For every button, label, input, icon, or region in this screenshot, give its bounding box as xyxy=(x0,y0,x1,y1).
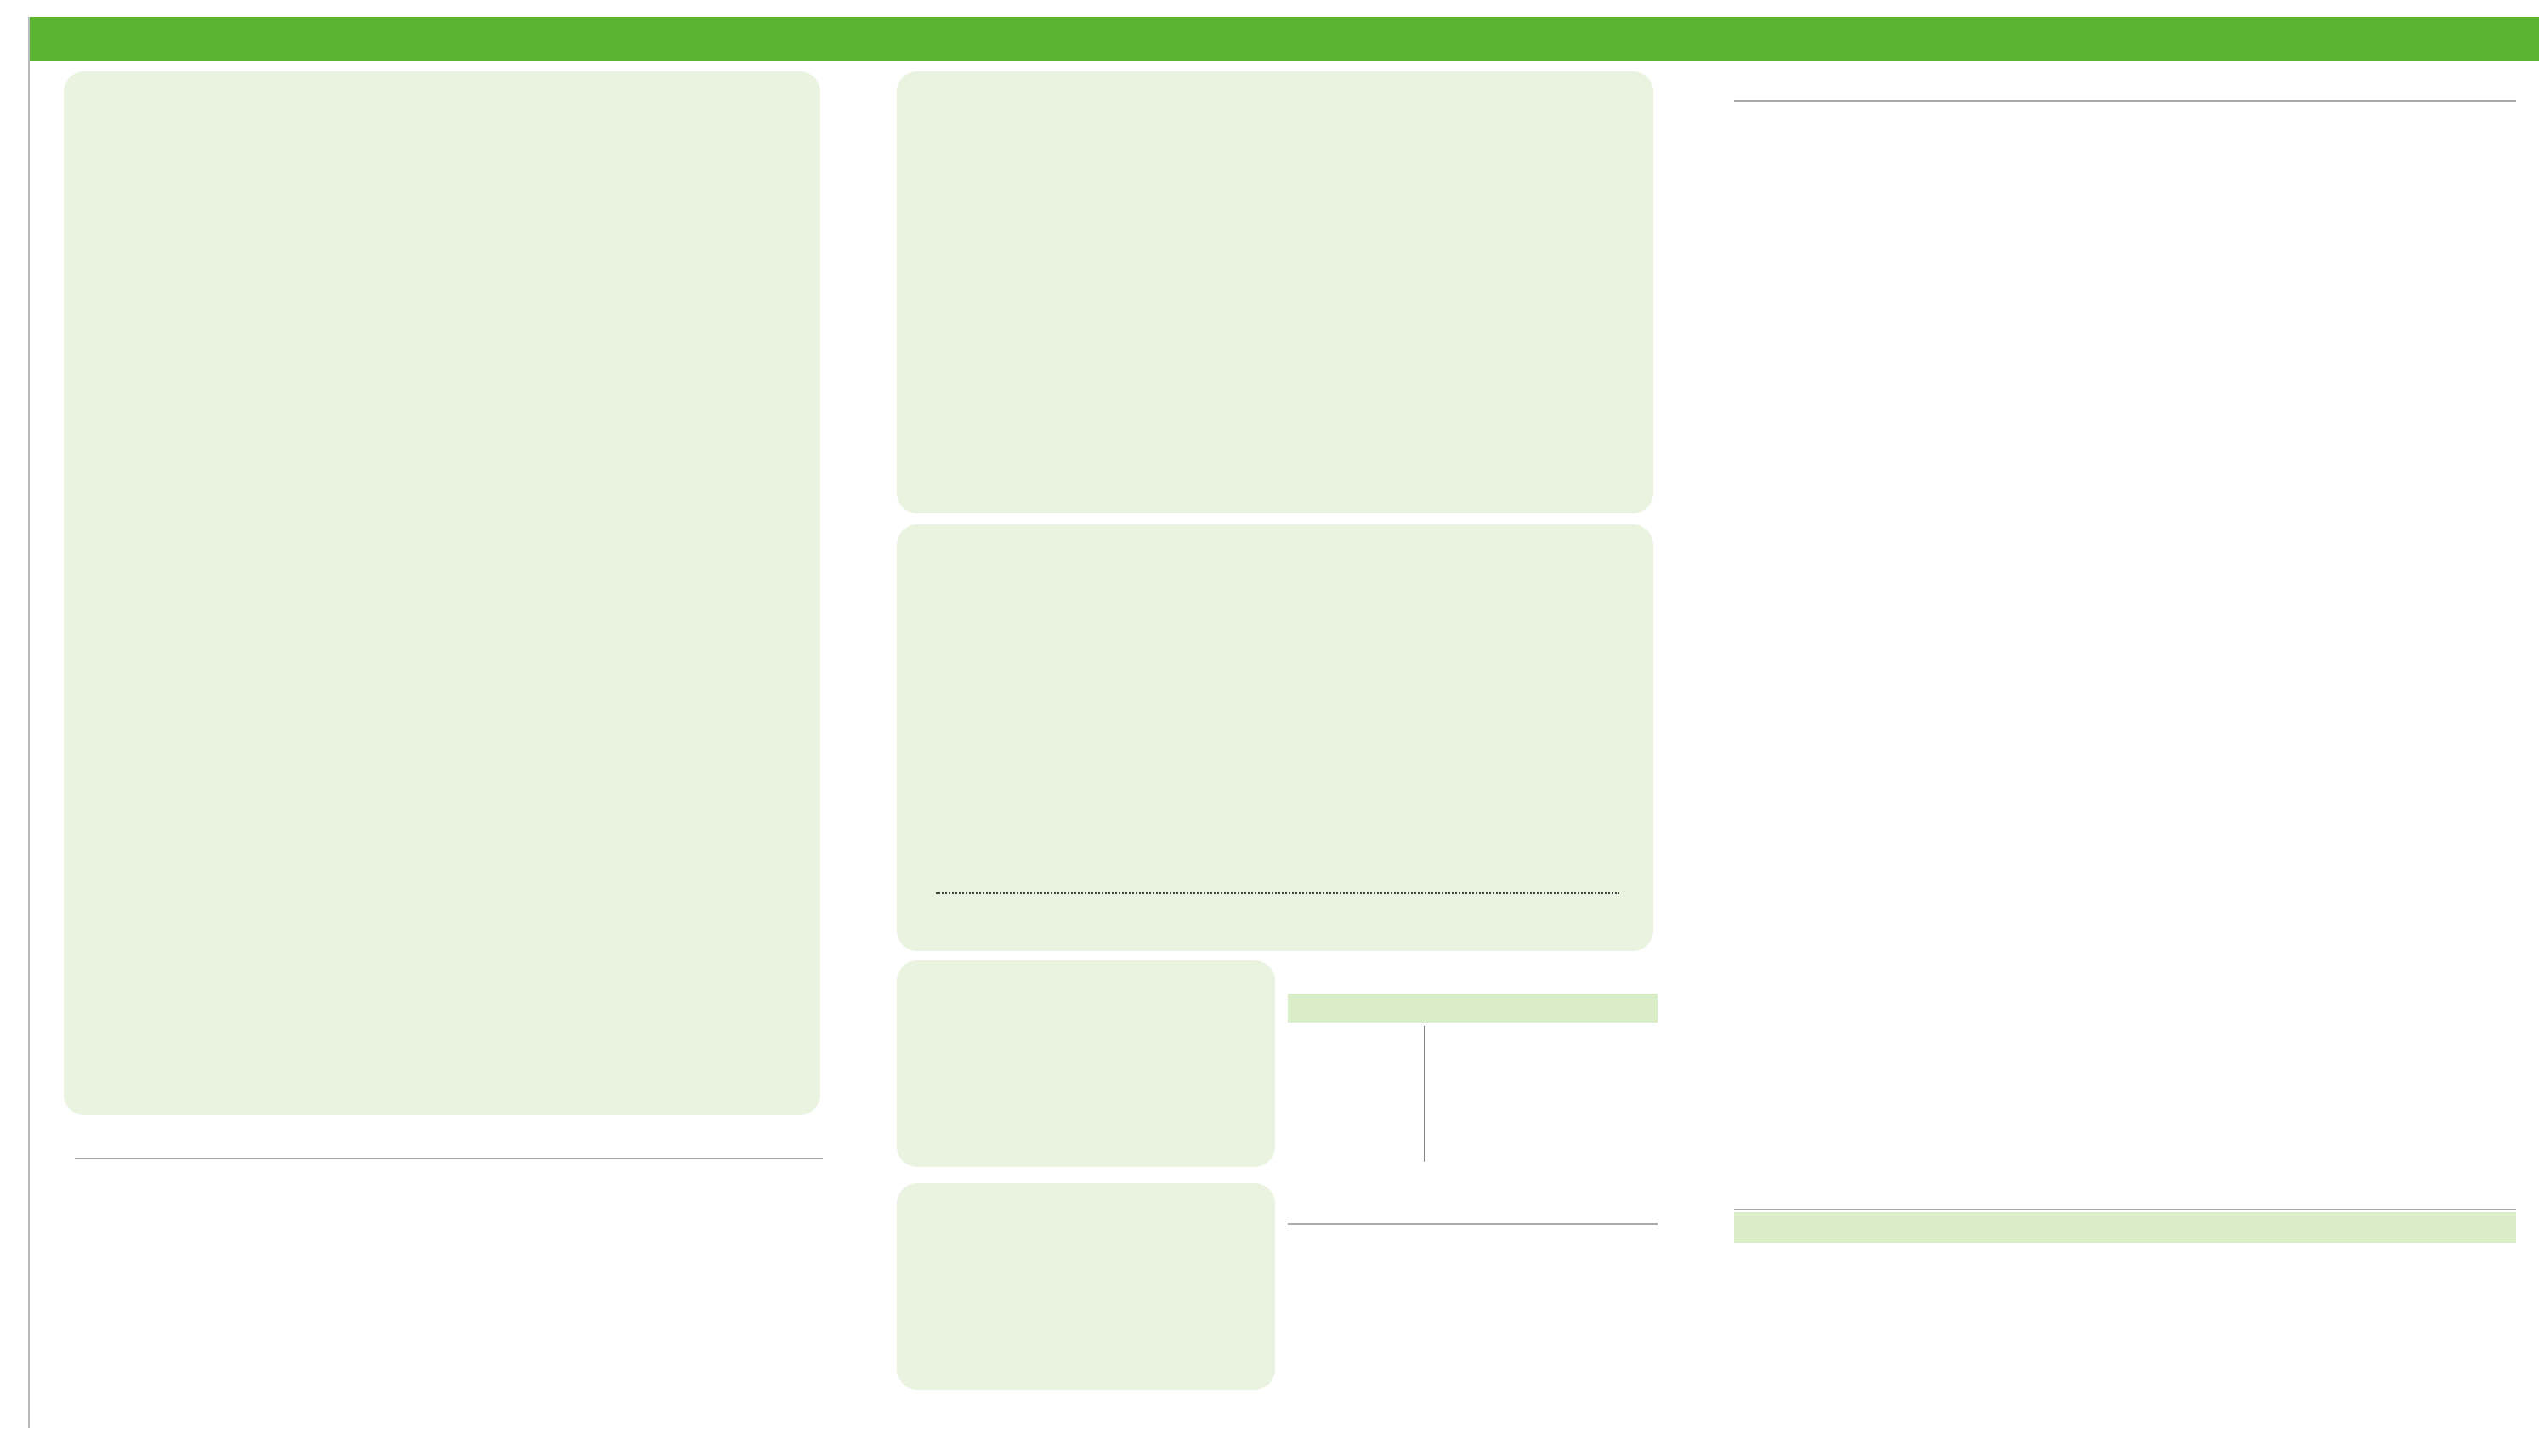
wednesday-closing-row xyxy=(929,892,1626,894)
left-border-line xyxy=(28,17,30,1428)
sunday-afternoon-panel xyxy=(897,71,1653,513)
next-prayer-box xyxy=(1288,951,1658,1168)
prayer-title-underline xyxy=(75,1158,823,1159)
mission-box xyxy=(1288,1186,1658,1390)
wednesday-panel xyxy=(897,524,1653,951)
sunday-morning-panel xyxy=(64,71,820,1115)
next-prayer-header xyxy=(1288,994,1658,1023)
top-green-bar xyxy=(28,17,2539,61)
senior-pastor-bar xyxy=(1734,1212,2516,1243)
friday-panel xyxy=(897,960,1275,1167)
dawn-panel xyxy=(897,1183,1275,1390)
